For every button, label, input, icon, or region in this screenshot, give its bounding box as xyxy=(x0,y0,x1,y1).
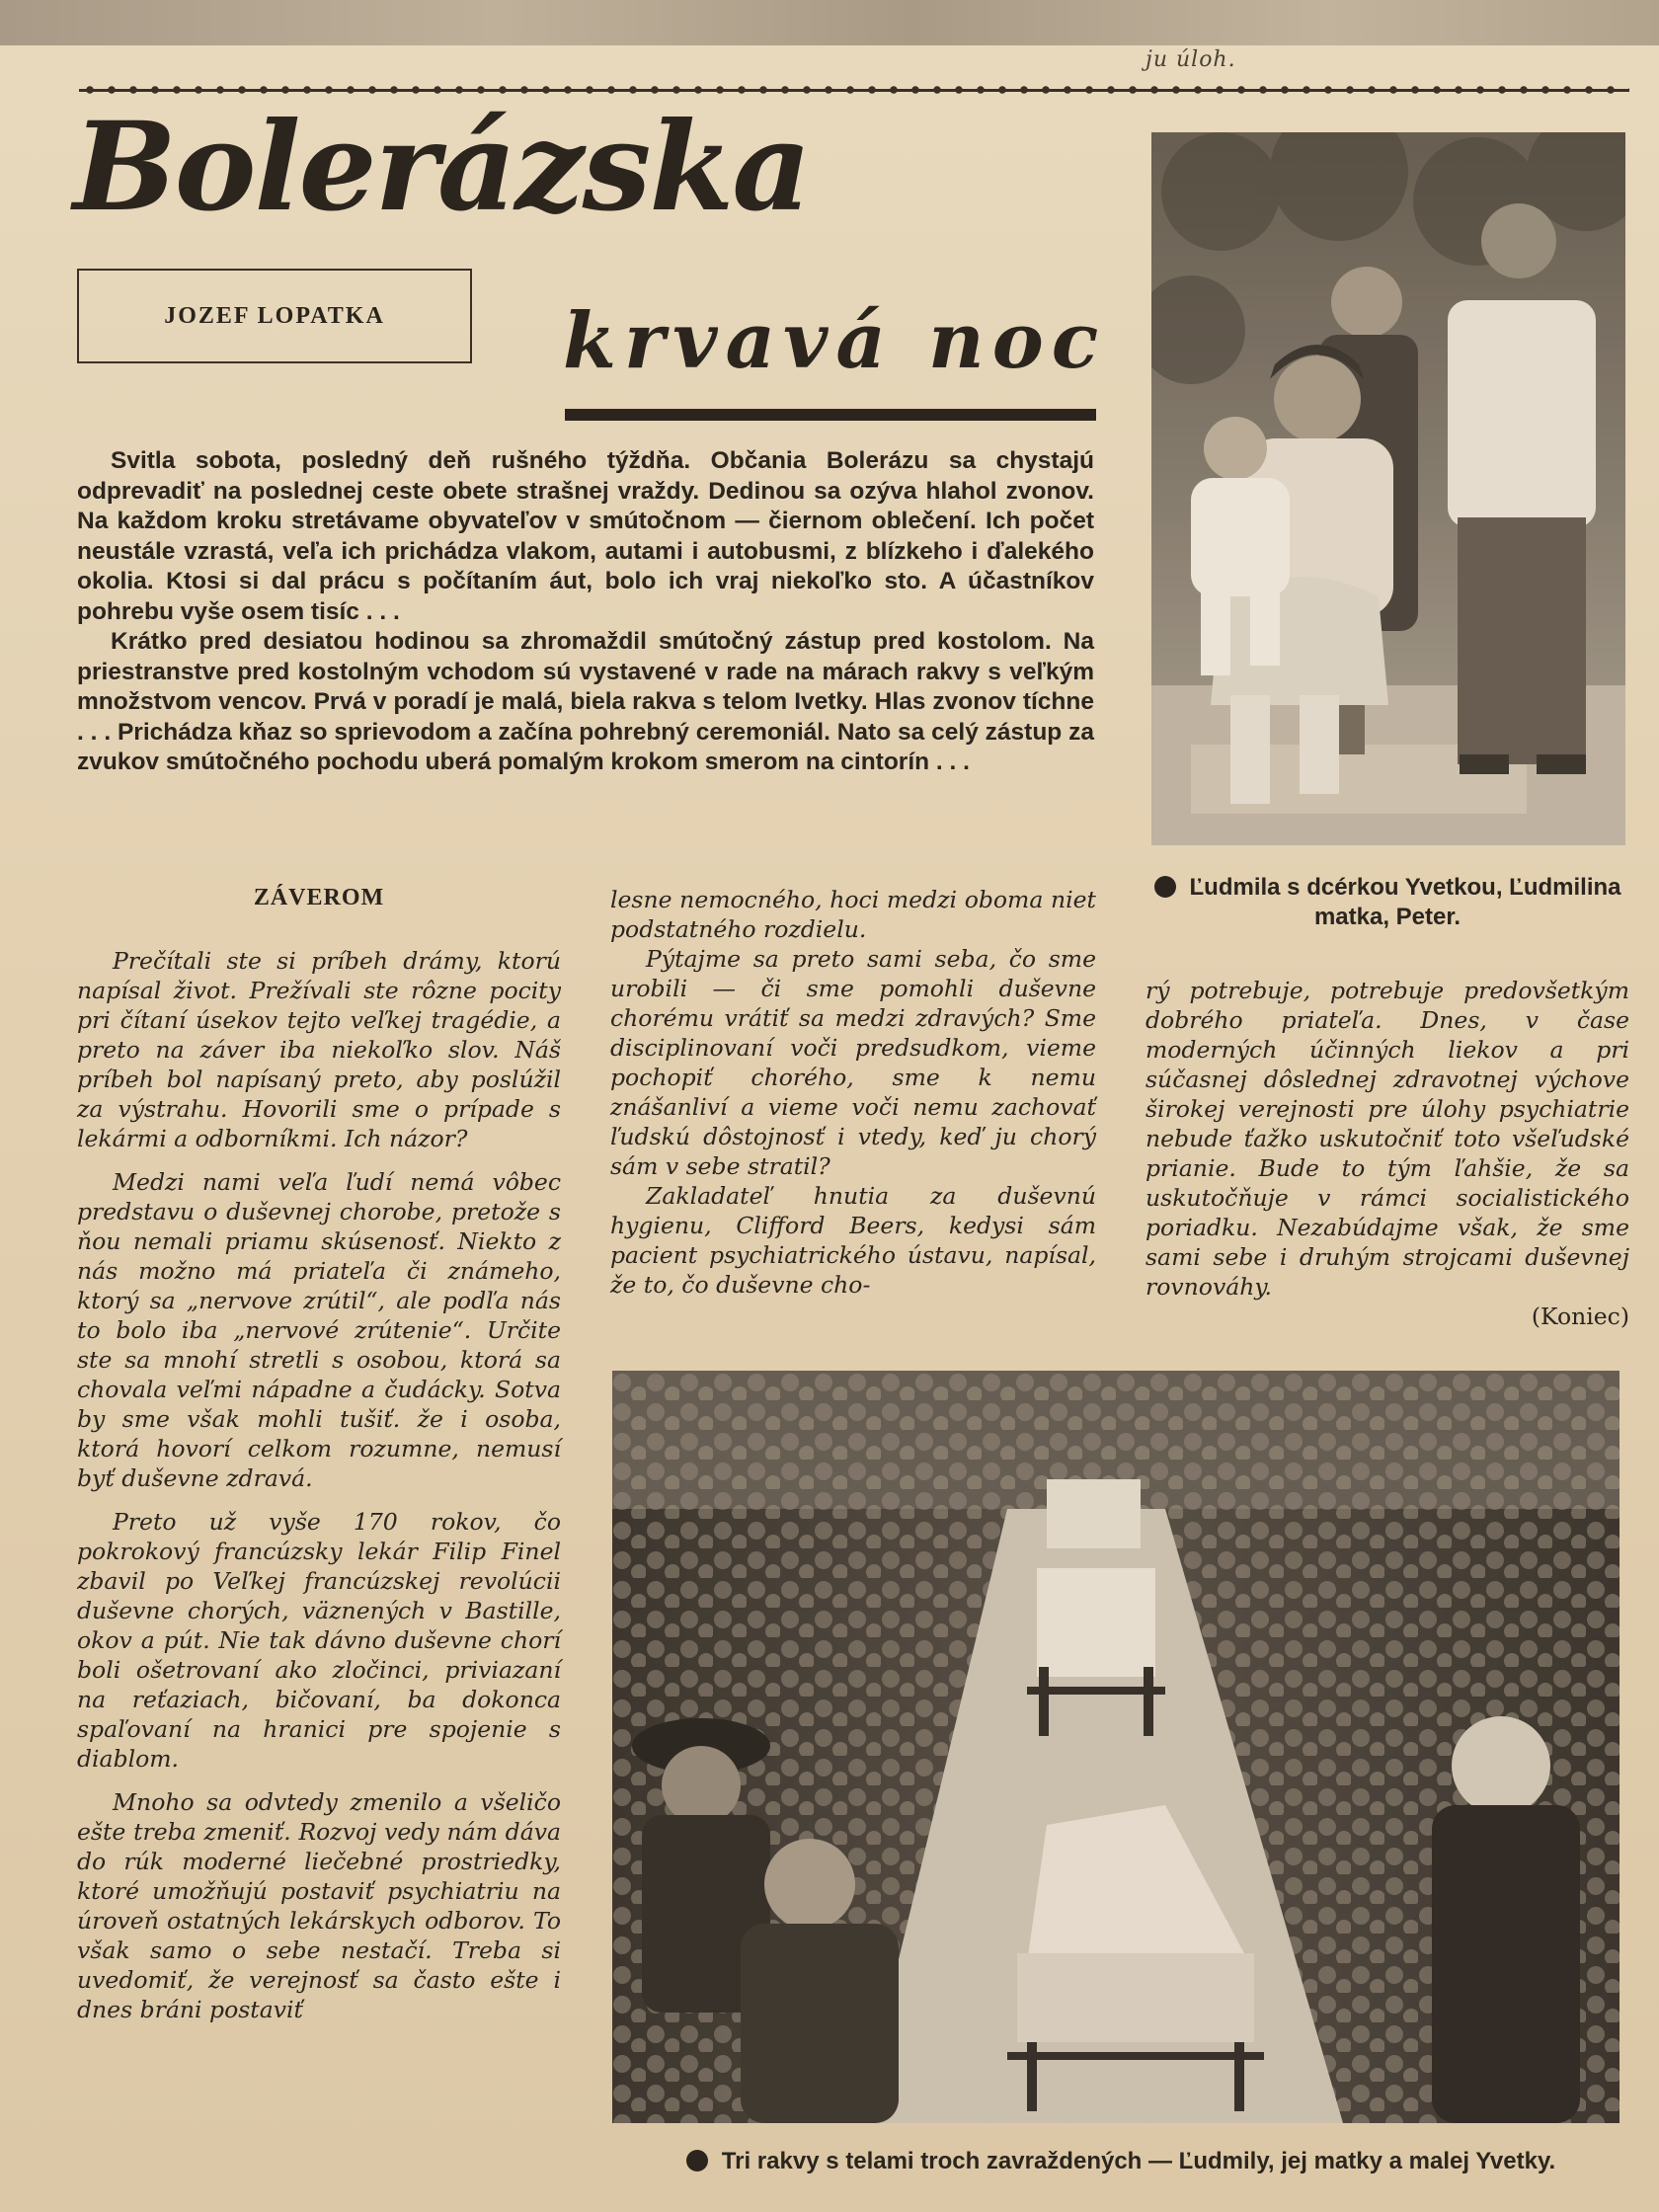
column-paragraph: Pýtajme sa preto sami seba, čo sme urobili — či sme pomohli duševne chorému vrátiť sa medzi zdravých? Sme disciplinovaní voči predsudkom, vieme pochopiť chorého, sme k nemu znášanliví a vieme voči nemu zachovať ľudskú dôstojnosť i vtedy, keď ju chorý sám v sebe stratil? xyxy=(610,945,1096,1180)
masthead-fragment: ju úloh. xyxy=(1146,47,1236,72)
subheadline: krvavá noc xyxy=(563,296,1107,386)
headline: Bolerázska xyxy=(73,96,810,239)
column-paragraph: rý potrebuje, potrebuje predovšetkým dobrého priateľa. Dnes, v čase moderných účinných liekov a pri súčasnej dôslednej zdravotnej výchove širokej verejnosti pre úlohy psychiatrie nebude ťažko uskutočniť toto všeľudské prianie. Bude to tým ľahšie, že sa uskutočňuje v rámci socialistického poriadku. Nezabúdajme však, že sme sami sebe i druhým strojcami duševnej rovnováhy. xyxy=(1146,977,1629,1301)
family-photo xyxy=(1151,132,1625,845)
byline: JOZEF LOPATKA xyxy=(164,302,385,329)
column-paragraph: lesne nemocného, hoci medzi oboma niet podstatného rozdielu. xyxy=(610,886,1096,943)
lead-paragraph: Krátko pred desiatou hodinou sa zhromaždil smútočný zástup pred kostolom. Na priestranstve pred kostolným vchodom sú vystavené v rade na márach rakvy s veľkým množstvom vencov. Prvá v poradí je malá, biela rakva s telom Ivetky. Hlas zvonov tíchne . . . Prichádza kňaz so sprievodom a začína pohrebný ceremoniál. Nato sa celý zástup za zvukov smútočného pochodu uberá pomalým krokom smerom na cintorín . . . xyxy=(77,628,1094,775)
column-paragraph: Prečítali ste si príbeh drámy, ktorú napísal život. Prežívali ste rôzne pocity pri čítaní úsekov tejto veľkej tragédie, a preto na záver iba niekoľko slov. Náš príbeh bol napísaný preto, aby poslúžil za výstrahu. Hovorili sme o prípade s lekármi a odborníkmi. Ich názor? xyxy=(77,947,561,1152)
column-2 xyxy=(610,885,1096,1300)
end-mark: (Koniec) xyxy=(1531,1303,1629,1330)
bullet-icon xyxy=(686,2150,708,2172)
funeral-caption-text: Tri rakvy s telami troch zavraždených — Ľudmily, jej matky a malej Yvetky. xyxy=(721,2148,1556,2174)
section-heading: ZÁVEROM xyxy=(253,885,385,910)
funeral-photo xyxy=(612,1371,1620,2123)
column-3 xyxy=(1146,976,1629,1331)
lead-paragraph: Svitla sobota, posledný deň rušného týždňa. Občania Bolerázu sa chystajú odprevadiť na poslednej ceste obete strašnej vraždy. Dedinou sa ozýva hlahol zvonov. Na každom kroku stretávame obyvateľov v smútočnom — čiernom oblečení. Ich počet neustále vzrastá, veľa ich prichádza vlakom, autami i autobusmi, z blízkeho i ďalekého okolia. Ktosi si dal prácu s počítaním áut, bolo ich vraj niekoľko sto. A účastníkov pohrebu vyše osem tisíc . . . xyxy=(77,447,1094,625)
family-caption-text: Ľudmila s dcérkou Yvetkou, Ľudmilina matka, Peter. xyxy=(1189,874,1621,930)
column-paragraph: Zakladateľ hnutia za duševnú hygienu, Clifford Beers, kedysi sám pacient psychiatrického ústavu, napísal, že to, čo duševne cho- xyxy=(610,1182,1096,1299)
funeral-photo-caption xyxy=(612,2147,1629,2176)
column-paragraph: Preto už vyše 170 rokov, čo pokrokový francúzsky lekár Filip Finel zbavil po Veľkej francúzskej revolúcii duševne chorých, väznených v Bastille, okov a pút. Nie tak dávno duševne chorí boli ošetrovaní ako zločinci, priviazaní na reťaziach, bičovaní, ba dokonca spaľovaní na hranici pre spojenie s diablom. xyxy=(77,1508,561,1773)
lead-text xyxy=(77,446,1094,778)
column-paragraph: Mnoho sa odvtedy zmenilo a všeličo ešte treba zmeniť. Rozvoj vedy nám dáva do rúk moderné liečebné prostriedky, ktoré umožňujú postaviť psychiatriu na úroveň ostatných lekárskych odborov. To však samo o sebe nestačí. Treba si uvedomiť, že verejnosť sa často ešte i dnes bráni postaviť xyxy=(77,1788,561,2023)
subheadline-rule xyxy=(565,409,1096,421)
column-1 xyxy=(77,946,561,2038)
family-photo-caption xyxy=(1146,873,1629,932)
column-paragraph: Medzi nami veľa ľudí nemá vôbec predstavu o duševnej chorobe, pretože s ňou nemali priamu skúsenosť. Niekto z nás možno má priateľa či známeho, ktorý sa „nervove zrútil“, ale podľa nás to bolo iba „nervové zrútenie“. Určite ste sa mnohí stretli s osobou, ktorá sa chovala veľmi nápadne a čudácky. Sotva by sme však mohli tušiť. že i osoba, ktorá hovorí celkom rozumne, nemusí byť duševne zdravá. xyxy=(77,1168,561,1492)
byline-box xyxy=(77,269,472,363)
bullet-icon xyxy=(1154,876,1176,898)
